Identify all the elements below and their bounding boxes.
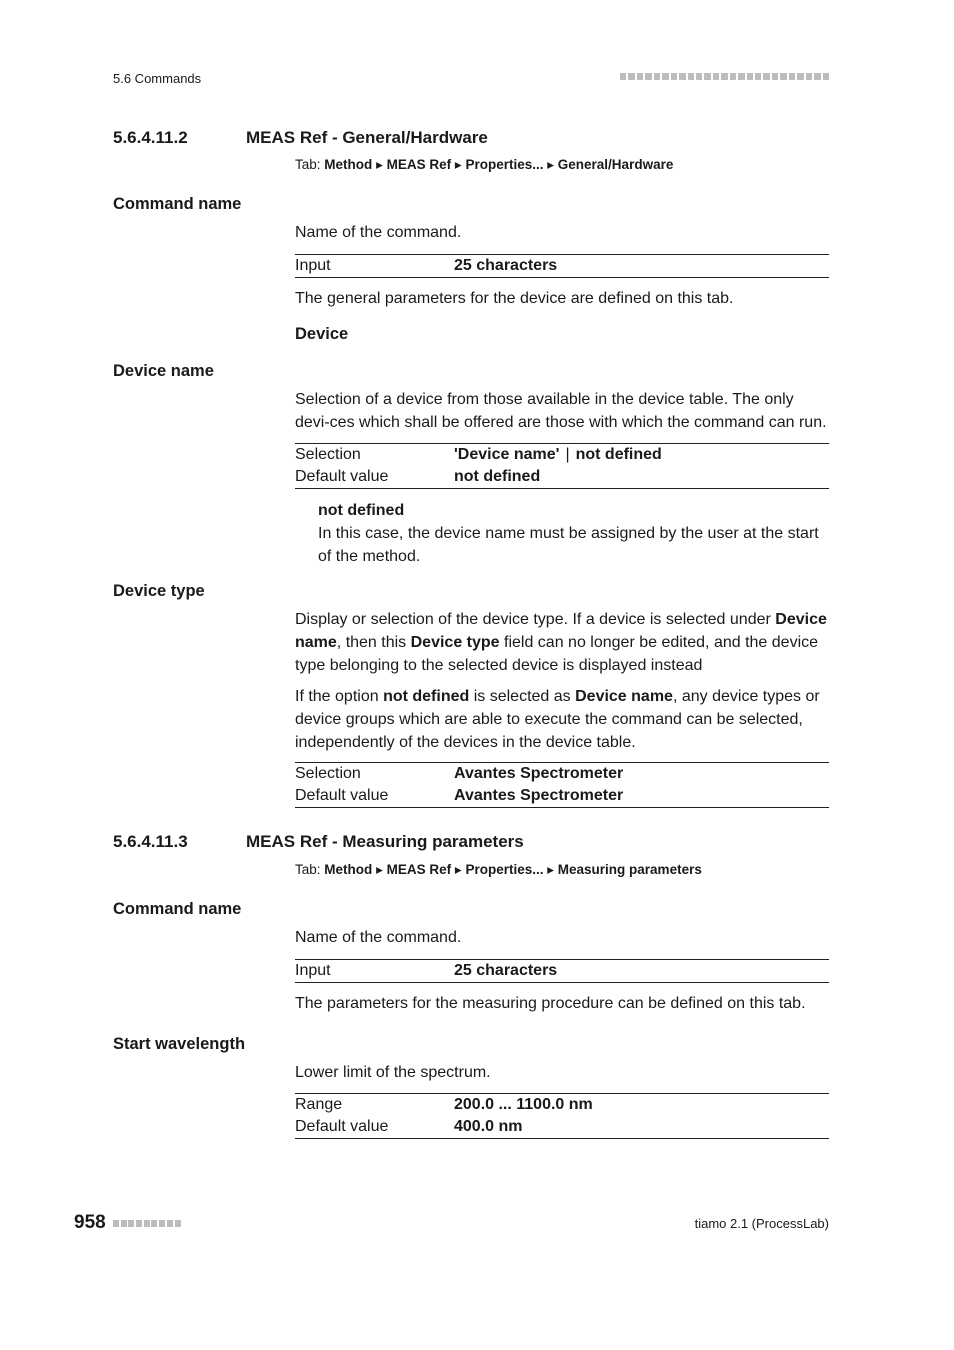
table-value: not defined <box>575 446 662 463</box>
tab-path-item: MEAS Ref <box>386 862 452 877</box>
table-row <box>295 255 829 277</box>
param-description: Selection of a device from those available in the device table. The only devi-ces which shall be offered are those with which the command can run. <box>295 391 827 431</box>
tab-path-item: Measuring parameters <box>557 862 702 877</box>
params-description: The parameters for the measuring procedure can be defined on this tab. <box>295 995 806 1012</box>
section-number: 5.6.4.11.3 <box>113 832 188 851</box>
table-key: Selection <box>295 446 361 463</box>
header-decoration <box>620 73 829 82</box>
param-label-device-name: Device name <box>113 362 214 380</box>
param-table <box>295 254 829 278</box>
triangle-right-icon: ▸ <box>454 862 462 877</box>
triangle-right-icon: ▸ <box>376 862 383 877</box>
table-key: Default value <box>295 787 389 804</box>
general-description: The general parameters for the device are defined on this tab. <box>295 290 734 307</box>
param-description <box>295 608 829 677</box>
tab-path-item: Properties... <box>465 157 544 172</box>
table-key: Range <box>295 1096 343 1113</box>
section-heading-measuring-parameters <box>113 832 524 852</box>
text-run-bold: not defined <box>383 688 470 705</box>
section-number: 5.6.4.11.2 <box>113 128 188 147</box>
table-value: 'Device name' <box>454 446 560 463</box>
tab-path <box>295 157 673 173</box>
param-table <box>295 1093 829 1139</box>
table-value: Avantes Spectrometer <box>454 787 624 804</box>
param-label-command-name: Command name <box>113 900 242 918</box>
footer-product: tiamo 2.1 (ProcessLab) <box>694 1216 829 1231</box>
tab-path-item: General/Hardware <box>557 157 674 172</box>
text-run: If the option <box>295 688 384 705</box>
tab-prefix: Tab: <box>295 862 321 877</box>
table-value: not defined <box>454 468 541 485</box>
definition-text: In this case, the device name must be assigned by the user at the start of the method. <box>318 525 819 565</box>
table-value: 200.0 ... 1100.0 nm <box>454 1096 593 1113</box>
section-title: MEAS Ref - General/Hardware <box>246 128 488 147</box>
table-row <box>295 763 829 785</box>
table-value: Avantes Spectrometer <box>454 765 624 782</box>
table-key: Default value <box>295 468 389 485</box>
table-row <box>295 960 829 982</box>
tab-path-item: Properties... <box>465 862 544 877</box>
table-row <box>295 466 829 488</box>
table-value: 400.0 nm <box>454 1118 523 1135</box>
param-description: Name of the command. <box>295 224 462 241</box>
table-key: Default value <box>295 1118 389 1135</box>
table-row <box>295 785 829 807</box>
subheading-device: Device <box>295 325 349 343</box>
param-description: Name of the command. <box>295 929 462 946</box>
tab-path-item: Method <box>324 862 373 877</box>
section-title: MEAS Ref - Measuring parameters <box>246 832 524 851</box>
table-key: Input <box>295 257 331 274</box>
text-run-bold: Device type <box>410 634 500 651</box>
table-key: Selection <box>295 765 361 782</box>
running-header: 5.6 Commands <box>113 71 202 86</box>
param-table <box>295 762 829 808</box>
text-run: is selected as <box>469 688 576 705</box>
param-label-start-wavelength: Start wavelength <box>113 1035 246 1053</box>
tab-path-item: MEAS Ref <box>386 157 452 172</box>
param-label-command-name: Command name <box>113 195 242 213</box>
table-value: 25 characters <box>454 257 558 274</box>
text-run-bold: Device name <box>295 611 827 651</box>
tab-prefix: Tab: <box>295 157 321 172</box>
triangle-right-icon: ▸ <box>376 157 383 172</box>
tab-path-item: Method <box>324 157 373 172</box>
param-table <box>295 959 829 983</box>
table-row <box>295 1116 829 1138</box>
table-key: Input <box>295 962 331 979</box>
text-run: Display or selection of the device type. If a device is selected under <box>295 611 776 628</box>
section-heading-general-hardware <box>113 128 488 148</box>
triangle-right-icon: ▸ <box>547 157 555 172</box>
text-run-bold: Device name <box>575 688 673 705</box>
tab-path <box>295 862 702 878</box>
text-run: , any device types or device groups which are able to execute the command can be selected, independently of the devices in the device table. <box>295 688 820 751</box>
param-label-device-type: Device type <box>113 582 205 600</box>
table-row <box>295 444 829 466</box>
page-number: 958 <box>74 1212 106 1233</box>
triangle-right-icon: ▸ <box>454 157 462 172</box>
table-row <box>295 1094 829 1116</box>
param-table <box>295 443 829 489</box>
text-run: , then this <box>336 634 411 651</box>
footer-decoration <box>113 1220 182 1228</box>
triangle-right-icon: ▸ <box>547 862 555 877</box>
definition-term: not defined <box>318 502 405 519</box>
value-separator: | <box>565 446 570 463</box>
table-value: 25 characters <box>454 962 558 979</box>
param-description: Lower limit of the spectrum. <box>295 1064 491 1081</box>
param-description <box>295 685 829 754</box>
definition-not-defined <box>318 499 829 568</box>
text-run: field can no longer be edited, and the device type belonging to the selected device is displayed instead <box>295 634 819 674</box>
